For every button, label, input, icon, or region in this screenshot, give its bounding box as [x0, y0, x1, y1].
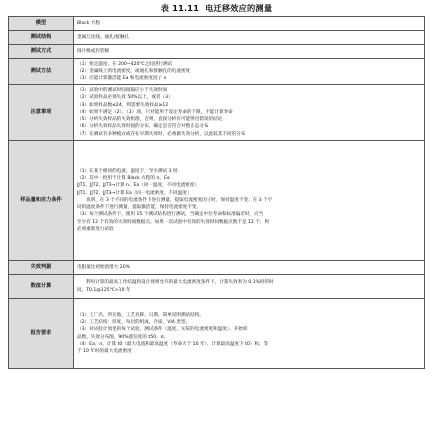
row-label: 测试方法 [9, 59, 74, 85]
row-label: 模型 [9, 17, 74, 31]
table-row [9, 275, 425, 299]
content-line: 说明，在 3 个不同的电流条件下进行测量，提取电流密度因子时，保持温度不变；在 3 个不 [86, 197, 273, 203]
content-line: （2）金属线上的电流密度，或通孔和接触孔的电流密度 [77, 68, 191, 74]
content-line: JJT1、JJT2、JJT3→计算 Ea（同一电流密度，不同温度） [77, 190, 192, 196]
content-line: （3）如果样品数≤24，则需要失效样品≥12 [77, 102, 169, 108]
table-caption [8, 0, 425, 16]
content-line: 金属互连线、通孔/接触孔 [77, 34, 130, 40]
row-content [74, 85, 425, 141]
content-line: （4）如果不满足（2）、（3）项，只对能用于设定寿命的下限，不能计算寿命 [77, 109, 233, 115]
row-content [74, 299, 425, 369]
content-line: 品数、失效分布图、90%置信度的 t50、σ。 [77, 334, 169, 340]
content-line: （3）对试验计划里的每个试验，测试条件（温度、实际的电流密度和温度）、开始样 [77, 327, 248, 333]
row-content [74, 261, 425, 275]
table-row [9, 59, 425, 85]
row-label: 样品量和应力条件 [9, 141, 74, 261]
content-line: （2）其中一批用于计算 Black 方程的 n、Ea [77, 176, 170, 182]
content-line: 间，T0.1@125℃>10 年 [77, 287, 131, 293]
row-content [74, 17, 425, 31]
measurement-table [8, 16, 425, 369]
table-row [9, 141, 425, 261]
content-line: （6）分析失效样品失效时间的分布，确定是否符合对数正态分布 [77, 124, 209, 130]
content-line: 利用计算的最高工作结温和设计规则允许的最大电流密度条件下，计算失效率为 0.1%时的时 [86, 280, 274, 286]
table-row [9, 45, 425, 59]
content-line: （4）Ea、n、计算 t0（最大电流和最高温度（寿命大于 10 年），计算最高温度下 t0）和，等 [77, 341, 269, 347]
table-row [9, 261, 425, 275]
table-number: 表 11.11 [160, 3, 200, 13]
table-row [9, 85, 425, 141]
table-row [9, 299, 425, 369]
table-title: 电迁移效应的测量 [205, 3, 273, 13]
table-row [9, 31, 425, 45]
row-label: 注意事项 [9, 85, 74, 141]
content-line: JJT1、JJT2、JJT3→计算 n、Ea（同一温度，不同电流密度） [77, 183, 199, 189]
row-content [74, 59, 425, 85]
content-line: （2）工艺结构：厚度，每层的组成，介质，VIA 类型。 [77, 320, 191, 326]
row-content [74, 275, 425, 299]
row-label: 报告要求 [9, 299, 74, 369]
row-content [74, 45, 425, 59]
content-line: 同的温度条件下进行测量，提取激活能，保持电流密度不变。 [77, 205, 202, 211]
content-line: （3）每个测试条件下，使用 15 个测试结构进行测试，当确定中位寿命和标准偏差时，应当 [77, 212, 264, 218]
row-label: 数值计算 [9, 275, 74, 299]
content-line: 圆片级或封装级 [77, 48, 110, 54]
content-line: （2）试验样品必须失效 50%以上，或者（3） [77, 95, 173, 101]
row-label: 测试方式 [9, 45, 74, 59]
content-line: （1）工厂名、所在地、工艺名称、日期、简单说明测试结构。 [77, 312, 204, 318]
content-line: Black 方程 [77, 20, 101, 26]
row-label: 失效判据 [9, 261, 74, 275]
content-line: （3）应能计算激活能 Ea 和电流密度因子 n [77, 76, 167, 82]
content-line: （1）恒定温度，在 200~420℃之间进行测试 [77, 61, 173, 67]
row-label: 测试结构 [9, 31, 74, 45]
content-line: （1）试验中的测试时间间隔应小于失效时间 [77, 88, 168, 94]
content-line: 必须重新进行试验 [77, 226, 114, 232]
content-line: （5）分析失效样品的失效机理，否则，直接分析有可能得出错误的结论 [77, 117, 223, 123]
content-line: 于 10 年时的最大电流密度 [77, 348, 132, 354]
content-line: 至少有 12 个有效的失效时间数据点。如果一次试验中有效的失效时间数据点数不足 12 个，则 [77, 219, 270, 225]
row-content [74, 31, 425, 45]
content-line: 电阻值比初始值增大 20% [77, 264, 131, 270]
row-content [74, 141, 425, 261]
table-row [9, 17, 425, 31]
content-line: （1）在某个相同的电流、温度下，至少测试 3 批 [77, 169, 178, 175]
content-line: （7）在测试有多种模式或存在早期失效时，必须做失效分析，以此较其不同的分布 [77, 131, 246, 137]
